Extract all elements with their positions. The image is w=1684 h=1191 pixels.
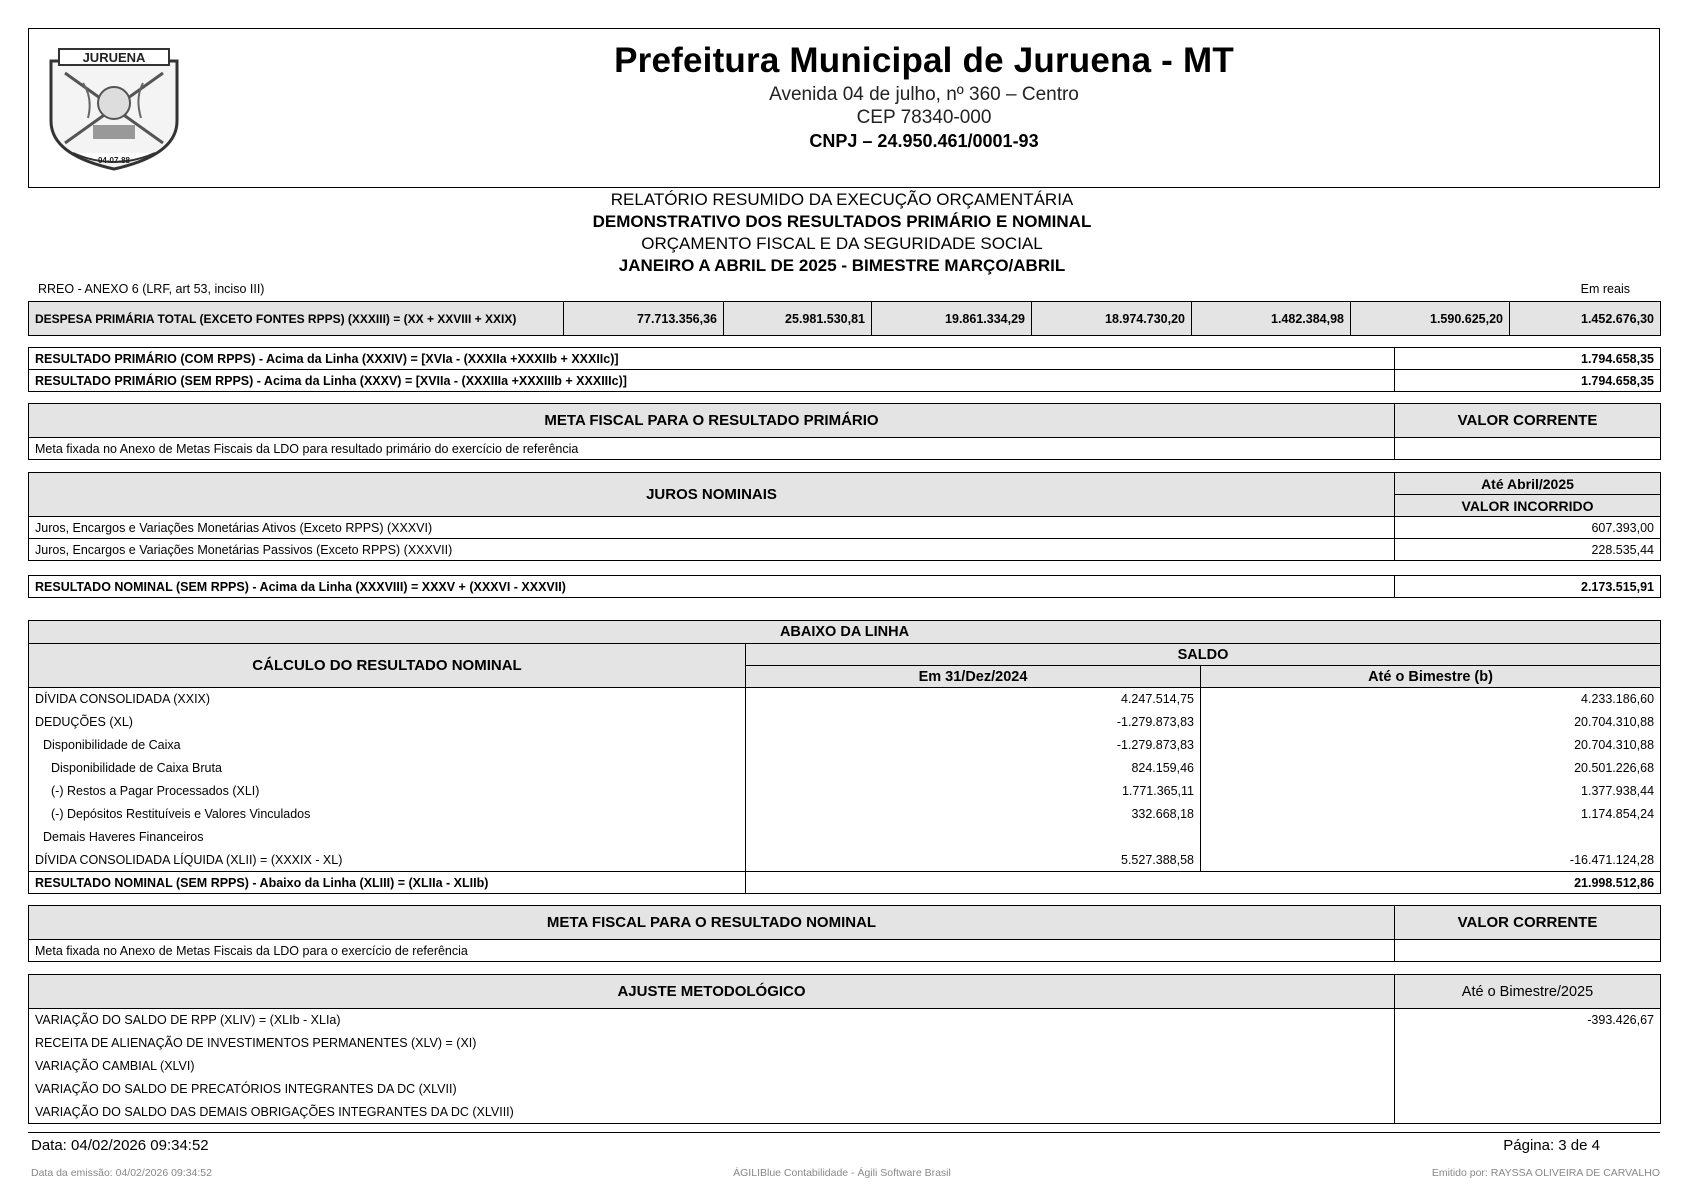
table-row (29, 849, 1661, 872)
table-row (29, 803, 1661, 826)
row-value-dez: 824.159,46 (746, 757, 1201, 780)
meta-primario-table (28, 403, 1661, 460)
resultado-primario-sem-rpps-value: 1.794.658,35 (1395, 370, 1661, 392)
table-row (29, 780, 1661, 803)
footer-emission: Data da emissão: 04/02/2026 09:34:52 (31, 1167, 212, 1179)
footer-page: Página: 3 de 4 (1503, 1137, 1600, 1154)
table-row (29, 1055, 1661, 1078)
row-label: (-) Depósitos Restituíveis e Valores Vinculados (29, 803, 746, 826)
resultado-primario-com-rpps-value: 1.794.658,35 (1395, 348, 1661, 370)
row-label: Disponibilidade de Caixa (29, 734, 746, 757)
report-line-3: ORÇAMENTO FISCAL E DA SEGURIDADE SOCIAL (641, 234, 1043, 253)
saldo-col-dez: Em 31/Dez/2024 (746, 666, 1201, 688)
juros-ativos-value: 607.393,00 (1395, 517, 1661, 539)
table-row (29, 370, 1661, 392)
table-row (29, 872, 1661, 894)
ajuste-table (28, 974, 1661, 1124)
report-titles (0, 189, 1684, 277)
table-row (29, 517, 1661, 539)
juros-ativos-label: Juros, Encargos e Variações Monetárias Ativos (Exceto RPPS) (XXXVI) (29, 517, 1395, 539)
logo-date: 04-07-88 (97, 156, 131, 165)
meta-primario-value (1395, 438, 1661, 460)
coat-of-arms-logo (43, 43, 185, 173)
ajuste-row-label: RECEITA DE ALIENAÇÃO DE INVESTIMENTOS PERMANENTES (XLV) = (XI) (29, 1032, 1395, 1055)
row-value-bimestre: 20.704.310,88 (1201, 711, 1661, 734)
ajuste-header: AJUSTE METODOLÓGICO (29, 975, 1395, 1009)
table-row (29, 1009, 1661, 1032)
table-row (29, 539, 1661, 561)
table-row (29, 688, 1661, 711)
despesa-value: 1.452.676,30 (1510, 302, 1661, 336)
ajuste-row-value (1395, 1078, 1661, 1101)
row-label: Disponibilidade de Caixa Bruta (29, 757, 746, 780)
meta-nominal-value (1395, 940, 1661, 962)
juros-period: Até Abril/2025 (1395, 473, 1661, 495)
ajuste-row-label: VARIAÇÃO DO SALDO DE RPP (XLIV) = (XLIb - XLIa) (29, 1009, 1395, 1032)
row-value-dez: 5.527.388,58 (746, 849, 1201, 872)
table-row (29, 711, 1661, 734)
resultado-nominal-acima-label: RESULTADO NOMINAL (SEM RPPS) - Acima da Linha (XXXVIII) = XXXV + (XXXVI - XXXVII) (29, 576, 1395, 598)
table-row (29, 348, 1661, 370)
cep: CEP 78340-000 (856, 107, 992, 128)
row-value-bimestre: 20.501.226,68 (1201, 757, 1661, 780)
resultado-nominal-acima-value: 2.173.515,91 (1395, 576, 1661, 598)
saldo-header: SALDO (746, 644, 1661, 666)
row-label: (-) Restos a Pagar Processados (XLI) (29, 780, 746, 803)
row-label: DÍVIDA CONSOLIDADA LÍQUIDA (XLII) = (XXXIX - XL) (29, 849, 746, 872)
meta-primario-col: VALOR CORRENTE (1395, 404, 1661, 438)
juros-header: JUROS NOMINAIS (29, 473, 1395, 517)
table-row (29, 940, 1661, 962)
ajuste-row-value: -393.426,67 (1395, 1009, 1661, 1032)
header-box (28, 28, 1660, 188)
row-value-dez: 1.771.365,11 (746, 780, 1201, 803)
annex-label: RREO - ANEXO 6 (LRF, art 53, inciso III) (38, 282, 265, 296)
resultado-nominal-acima-table (28, 575, 1661, 598)
address: Avenida 04 de julho, nº 360 – Centro (769, 84, 1079, 105)
report-line-1: RELATÓRIO RESUMIDO DA EXECUÇÃO ORÇAMENTÁRIA (610, 190, 1074, 209)
report-line-2: DEMONSTRATIVO DOS RESULTADOS PRIMÁRIO E NOMINAL (592, 212, 1092, 231)
despesa-total-label: DESPESA PRIMÁRIA TOTAL (EXCETO FONTES RPPS) (XXXIII) = (XX + XXVIII + XXIX) (29, 302, 564, 336)
row-label: DÍVIDA CONSOLIDADA (XXIX) (29, 688, 746, 711)
cnpj: CNPJ – 24.950.461/0001-93 (809, 131, 1039, 151)
row-label: DEDUÇÕES (XL) (29, 711, 746, 734)
row-value-bimestre: -16.471.124,28 (1201, 849, 1661, 872)
saldo-col-bimestre: Até o Bimestre (b) (1201, 666, 1661, 688)
meta-nominal-col: VALOR CORRENTE (1395, 906, 1661, 940)
meta-nominal-header: META FISCAL PARA O RESULTADO NOMINAL (29, 906, 1395, 940)
meta-nominal-table (28, 905, 1661, 962)
row-value-dez (746, 826, 1201, 849)
row-value-bimestre: 1.174.854,24 (1201, 803, 1661, 826)
juros-col: VALOR INCORRIDO (1395, 495, 1661, 517)
row-value-dez: -1.279.873,83 (746, 711, 1201, 734)
despesa-value: 25.981.530,81 (724, 302, 872, 336)
ajuste-row-value (1395, 1101, 1661, 1124)
row-value-dez: -1.279.873,83 (746, 734, 1201, 757)
ajuste-row-label: VARIAÇÃO DO SALDO DAS DEMAIS OBRIGAÇÕES INTEGRANTES DA DC (XLVIII) (29, 1101, 1395, 1124)
municipality-title: Prefeitura Municipal de Juruena - MT (614, 41, 1234, 80)
ajuste-row-label: VARIAÇÃO DO SALDO DE PRECATÓRIOS INTEGRANTES DA DC (XLVII) (29, 1078, 1395, 1101)
resultado-nominal-abaixo-label: RESULTADO NOMINAL (SEM RPPS) - Abaixo da Linha (XLIII) = (XLIIa - XLIIb) (29, 872, 746, 894)
footer-divider (28, 1132, 1660, 1133)
row-label: Demais Haveres Financeiros (29, 826, 746, 849)
abaixo-linha-table (28, 620, 1661, 894)
resultado-primario-sem-rpps-label: RESULTADO PRIMÁRIO (SEM RPPS) - Acima da Linha (XXXV) = [XVIIa - (XXXIIIa +XXXIIIb + XXXIIIc)] (29, 370, 1395, 392)
row-value-dez: 332.668,18 (746, 803, 1201, 826)
row-value-bimestre (1201, 826, 1661, 849)
row-value-dez: 4.247.514,75 (746, 688, 1201, 711)
abaixo-header: ABAIXO DA LINHA (29, 621, 1661, 644)
footer-software: ÁGILIBlue Contabilidade - Ágili Software Brasil (733, 1167, 951, 1179)
despesa-total-table (28, 301, 1661, 336)
unit-label: Em reais (1580, 282, 1630, 296)
header-text (209, 39, 1639, 153)
table-row (29, 438, 1661, 460)
despesa-value: 77.713.356,36 (564, 302, 724, 336)
meta-primario-header: META FISCAL PARA O RESULTADO PRIMÁRIO (29, 404, 1395, 438)
report-line-4: JANEIRO A ABRIL DE 2025 - BIMESTRE MARÇO/ABRIL (618, 256, 1066, 275)
footer-issuer: Emitido por: RAYSSA OLIVEIRA DE CARVALHO (1431, 1167, 1660, 1179)
logo-text: JURUENA (82, 50, 146, 65)
despesa-value: 18.974.730,20 (1032, 302, 1192, 336)
table-row (29, 1032, 1661, 1055)
table-row (29, 1078, 1661, 1101)
despesa-value: 19.861.334,29 (872, 302, 1032, 336)
row-value-bimestre: 20.704.310,88 (1201, 734, 1661, 757)
ajuste-row-value (1395, 1055, 1661, 1078)
resultado-primario-com-rpps-label: RESULTADO PRIMÁRIO (COM RPPS) - Acima da Linha (XXXIV) = [XVIa - (XXXIIa +XXXIIb + XXXIIc)] (29, 348, 1395, 370)
resultado-nominal-abaixo-value: 21.998.512,86 (746, 872, 1661, 894)
table-row (29, 757, 1661, 780)
meta-nominal-row: Meta fixada no Anexo de Metas Fiscais da LDO para o exercício de referência (29, 940, 1395, 962)
footer-date: Data: 04/02/2026 09:34:52 (31, 1137, 209, 1154)
meta-primario-row: Meta fixada no Anexo de Metas Fiscais da LDO para resultado primário do exercício de referência (29, 438, 1395, 460)
row-value-bimestre: 1.377.938,44 (1201, 780, 1661, 803)
ajuste-row-value (1395, 1032, 1661, 1055)
despesa-value: 1.482.384,98 (1192, 302, 1351, 336)
table-row (29, 826, 1661, 849)
ajuste-col: Até o Bimestre/2025 (1395, 975, 1661, 1009)
juros-table (28, 472, 1661, 561)
juros-passivos-label: Juros, Encargos e Variações Monetárias Passivos (Exceto RPPS) (XXXVII) (29, 539, 1395, 561)
despesa-value: 1.590.625,20 (1351, 302, 1510, 336)
table-row (29, 1101, 1661, 1124)
juros-passivos-value: 228.535,44 (1395, 539, 1661, 561)
calc-header: CÁLCULO DO RESULTADO NOMINAL (29, 644, 746, 688)
resultado-primario-table (28, 347, 1661, 392)
ajuste-row-label: VARIAÇÃO CAMBIAL (XLVI) (29, 1055, 1395, 1078)
row-value-bimestre: 4.233.186,60 (1201, 688, 1661, 711)
table-row (29, 734, 1661, 757)
